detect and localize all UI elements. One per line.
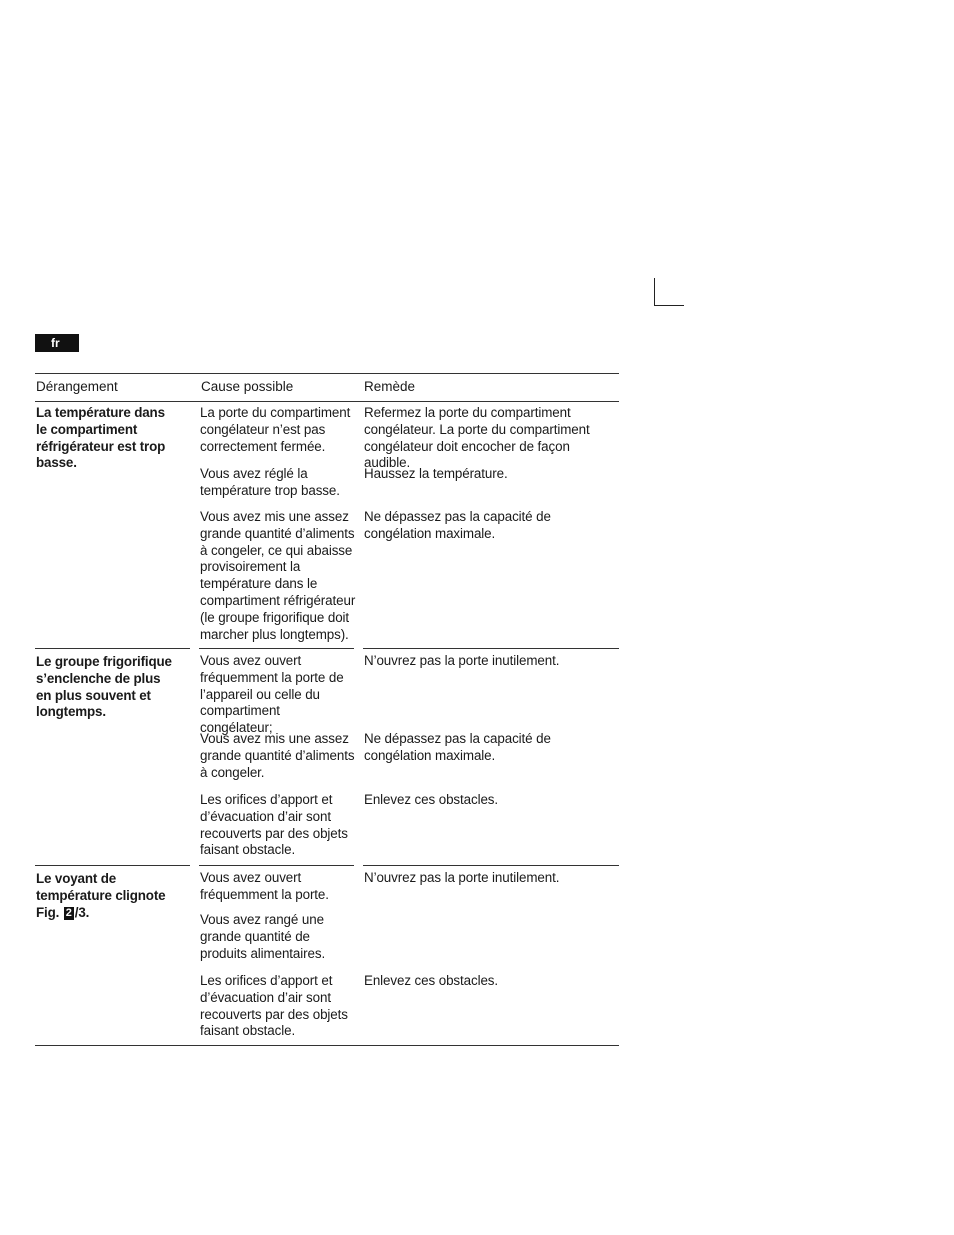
fault-group-compressor (35, 649, 619, 866)
fault-text: La température dans le compartiment réfrigérateur est trop basse. (36, 405, 166, 471)
fault-group-indicator-flashing (35, 866, 619, 1046)
fault-group-temperature-low (35, 401, 619, 649)
remedy-text: Haussez la température. (364, 466, 508, 481)
remedy-text: N’ouvrez pas la porte inutilement. (364, 653, 560, 668)
cause-text: Les orifices d’apport et d’évacuation d’air sont recouverts par des objets faisant obstacle. (200, 973, 348, 1039)
cause-text: Vous avez réglé la température trop basse. (200, 466, 340, 498)
fault-text-suffix: /3. (74, 904, 90, 920)
remedy-text: Enlevez ces obstacles. (364, 792, 499, 807)
troubleshooting-table (35, 373, 619, 1039)
table-bottom-rule (35, 1045, 619, 1046)
cause-text: Les orifices d’apport et d’évacuation d’air sont recouverts par des objets faisant obstacle. (200, 792, 348, 858)
remedy-text: N’ouvrez pas la porte inutilement. (364, 870, 560, 885)
cause-text: Vous avez mis une assez grande quantité d’aliments à congeler, ce qui abaisse provisoirement la température dans le compartiment réfrigérateur (le groupe frigorifique doit marcher plus longtemps). (200, 509, 356, 642)
crop-mark (654, 278, 684, 306)
remedy-text: Ne dépassez pas la capacité de congélation maximale. (364, 731, 551, 763)
remedy-text: Refermez la porte du compartiment congélateur. La porte du compartiment congélateur doit encocher de façon audible. (364, 405, 590, 471)
language-tab: fr (35, 334, 79, 352)
cause-text: Vous avez mis une assez grande quantité d’aliments à congeler. (200, 731, 355, 780)
cause-text: Vous avez ouvert fréquemment la porte. (200, 870, 329, 902)
remedy-text: Enlevez ces obstacles. (364, 973, 499, 988)
fault-text (36, 871, 176, 921)
cause-text: Vous avez rangé une grande quantité de produits alimentaires. (200, 912, 326, 961)
remedy-text: Ne dépassez pas la capacité de congélation maximale. (364, 509, 551, 541)
table-header (35, 373, 619, 402)
cause-text: La porte du compartiment congélateur n’est pas correctement fermée. (200, 405, 351, 454)
header-cause: Cause possible (201, 379, 294, 394)
fault-text: Le groupe frigorifique s’enclenche de plus en plus souvent et longtemps. (36, 654, 172, 720)
cause-text: Vous avez ouvert fréquemment la porte de l’appareil ou celle du compartiment congélateur; (200, 653, 344, 736)
header-fault: Dérangement (36, 379, 118, 394)
header-remedy: Remède (364, 379, 416, 394)
fault-text-prefix: Le voyant de température clignote Fig. (36, 871, 166, 920)
figure-number-badge: 2 (65, 906, 72, 919)
